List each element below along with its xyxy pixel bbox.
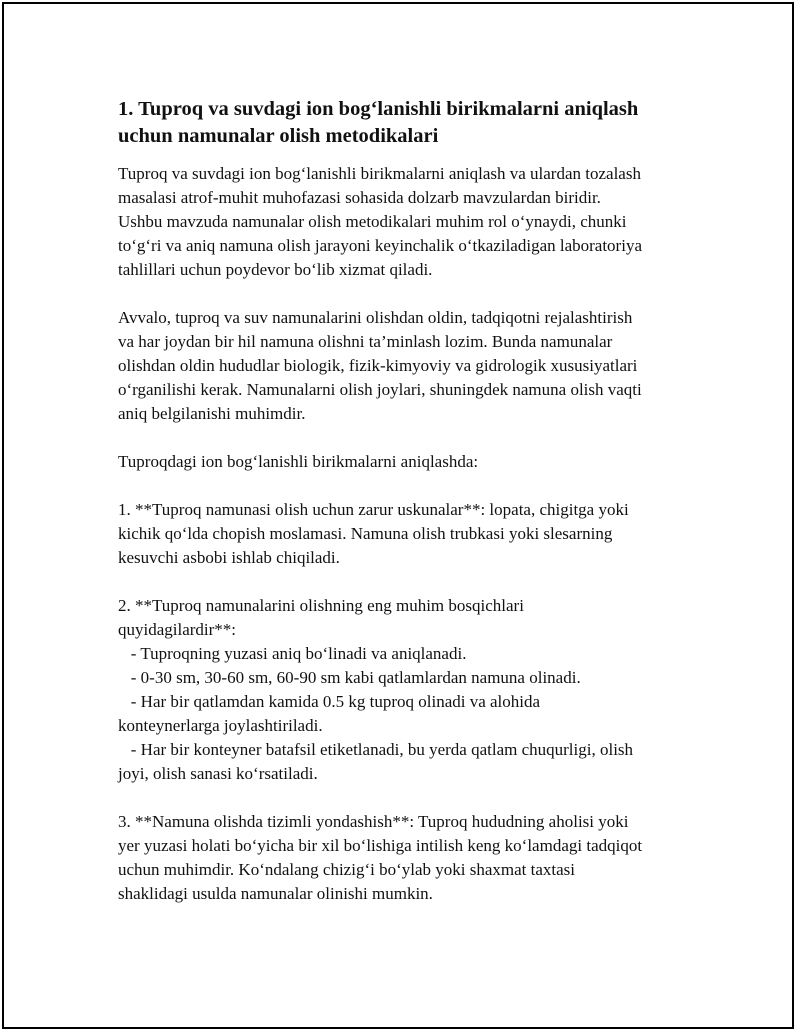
document-body <box>118 96 698 930</box>
text-line: Tuproqdagi ion bog‘lanishli birikmalarni aniqlashda: <box>118 452 479 471</box>
text-line: 1. **Tuproq namunasi olish uchun zarur uskunalar**: lopata, chigitga yoki <box>118 500 629 519</box>
text-line: to‘g‘ri va aniq namuna olish jarayoni keyinchalik o‘tkaziladigan laboratoriya <box>118 236 642 255</box>
heading-line: 1. Tuproq va suvdagi ion bog‘lanishli birikmalarni aniqlash <box>118 98 639 120</box>
text-line: olishdan oldin hududlar biologik, fizik-kimyoviy va gidrologik xususiyatlari <box>118 356 638 375</box>
text-line: masalasi atrof-muhit muhofazasi sohasida dolzarb mavzulardan biridir. <box>118 188 601 207</box>
text-line: konteynerlarga joylashtiriladi. <box>118 716 323 735</box>
text-line: yer yuzasi holati bo‘yicha bir xil bo‘lishiga intilish keng ko‘lamdagi tadqiqot <box>118 836 643 855</box>
text-line: va har joydan bir hil namuna olishni ta’minlash lozim. Bunda namunalar <box>118 332 613 351</box>
text-line: 3. **Namuna olishda tizimli yondashish**: Tuproq hududning aholisi yoki <box>118 812 629 831</box>
text-line: quyidagilardir**: <box>118 620 237 639</box>
text-line: aniq belgilanishi muhimdir. <box>118 404 306 423</box>
text-line: joyi, olish sanasi ko‘rsatiladi. <box>118 764 318 783</box>
text-line: - 0-30 sm, 30-60 sm, 60-90 sm kabi qatlamlardan namuna olinadi. <box>118 668 581 687</box>
text-line: o‘rganilishi kerak. Namunalarni olish joylari, shuningdek namuna olish vaqti <box>118 380 642 399</box>
text-line: kesuvchi asbobi ishlab chiqiladi. <box>118 548 340 567</box>
text-line: Avvalo, tuproq va suv namunalarini olishdan oldin, tadqiqotni rejalashtirish <box>118 308 633 327</box>
paragraph-lead-in <box>118 450 698 474</box>
text-line: Ushbu mavzuda namunalar olish metodikalari muhim rol o‘ynaydi, chunki <box>118 212 627 231</box>
section-heading <box>118 96 698 150</box>
text-line: 2. **Tuproq namunalarini olishning eng muhim bosqichlari <box>118 596 524 615</box>
text-line: - Har bir qatlamdan kamida 0.5 kg tuproq olinadi va alohida <box>118 692 541 711</box>
list-item-systematic-approach <box>118 810 698 906</box>
heading-line: uchun namunalar olish metodikalari <box>118 125 439 147</box>
text-line: kichik qo‘lda chopish moslamasi. Namuna olish trubkasi yoki slesarning <box>118 524 613 543</box>
text-line: - Har bir konteyner batafsil etiketlanadi, bu yerda qatlam chuqurligi, olish <box>118 740 634 759</box>
text-line: - Tuproqning yuzasi aniq bo‘linadi va aniqlanadi. <box>118 644 467 663</box>
text-line: Tuproq va suvdagi ion bog‘lanishli birikmalarni aniqlash va ulardan tozalash <box>118 164 641 183</box>
text-line: uchun muhimdir. Ko‘ndalang chizig‘i bo‘ylab yoki shaxmat taxtasi <box>118 860 576 879</box>
text-line: shaklidagi usulda namunalar olinishi mumkin. <box>118 884 433 903</box>
text-line: tahlillari uchun poydevor bo‘lib xizmat qiladi. <box>118 260 433 279</box>
paragraph-intro <box>118 162 698 282</box>
list-item-equipment <box>118 498 698 570</box>
list-item-sampling-steps <box>118 594 698 786</box>
paragraph-planning <box>118 306 698 426</box>
